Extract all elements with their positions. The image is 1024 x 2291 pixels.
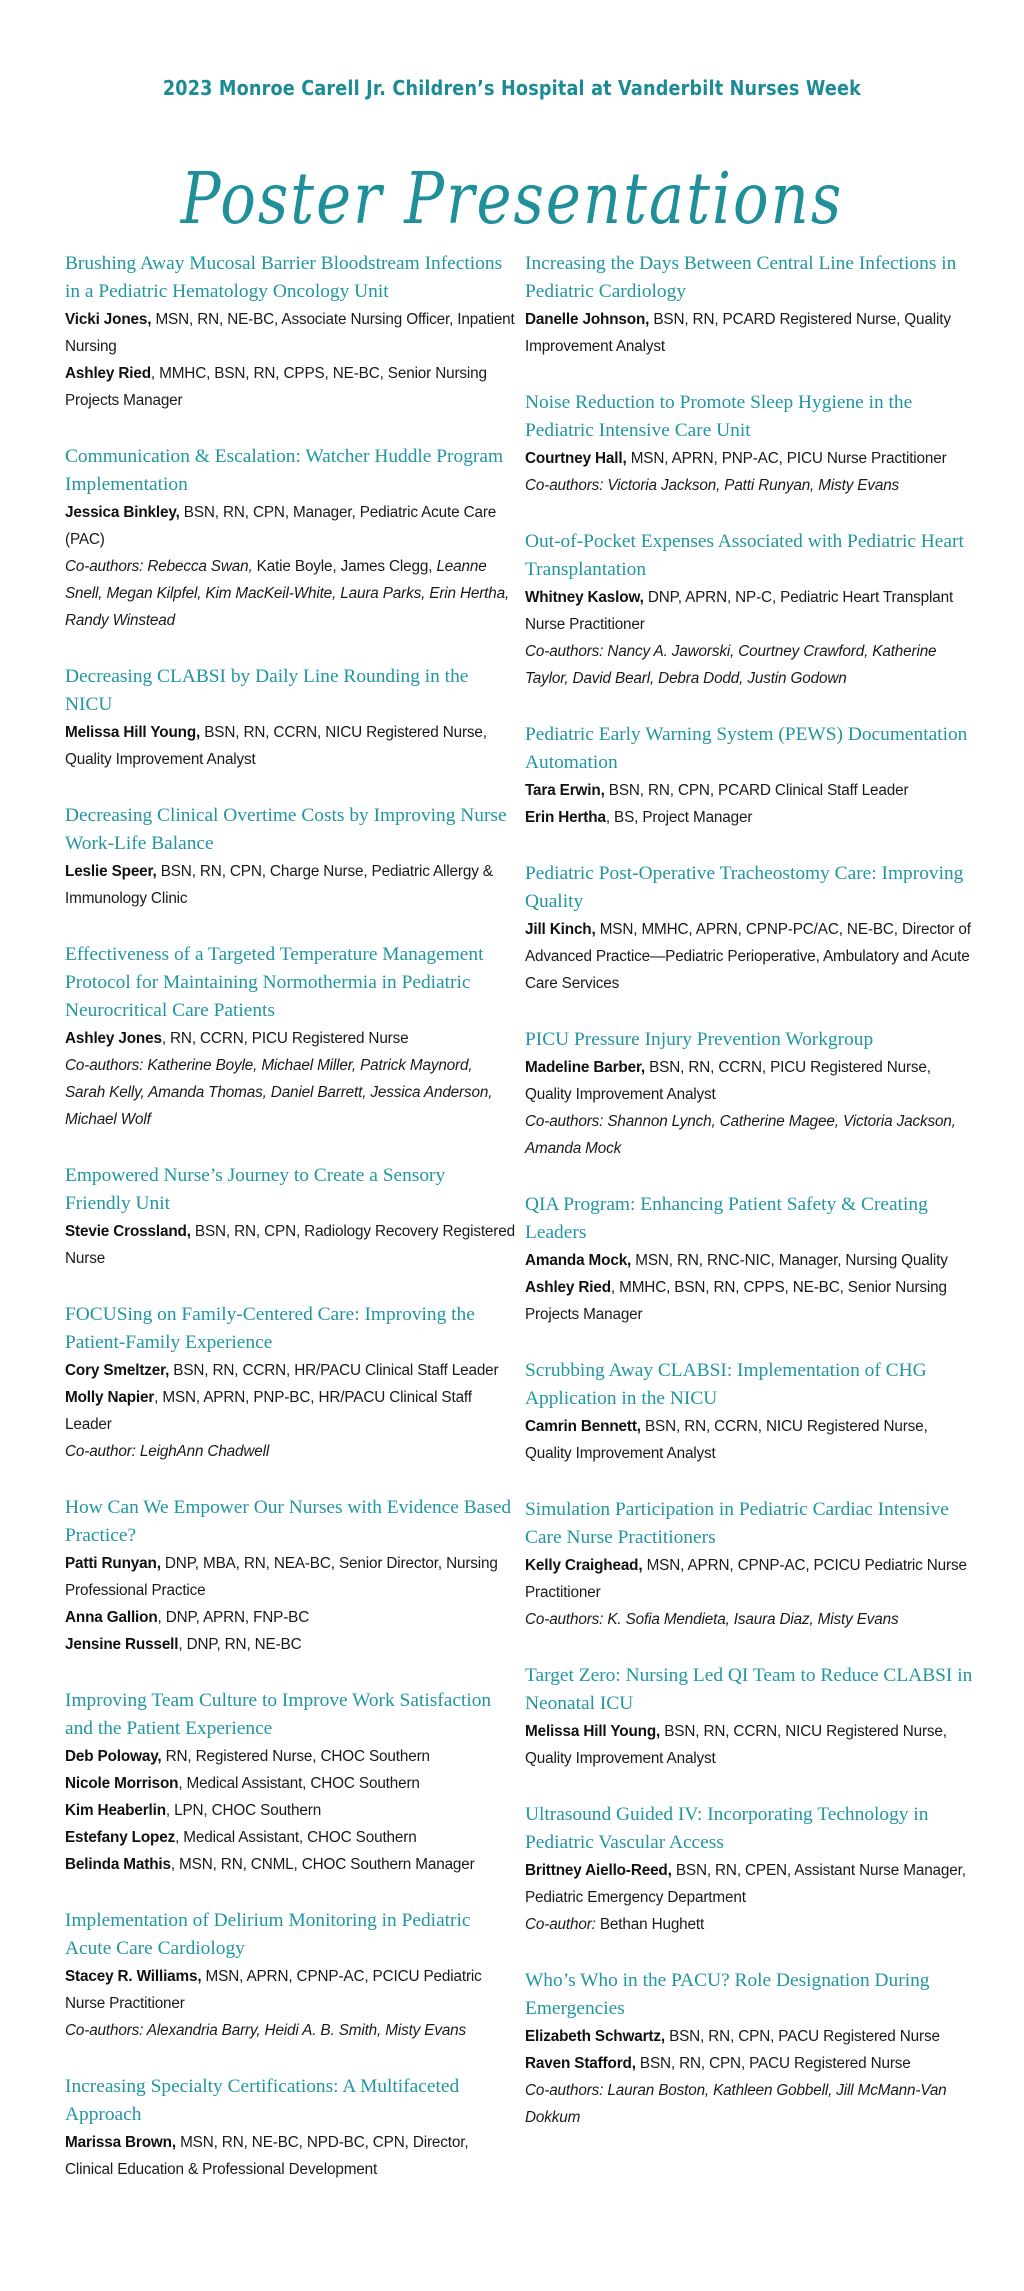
- author-name: Madeline Barber,: [525, 1059, 646, 1076]
- author-name: Marissa Brown,: [65, 2134, 176, 2151]
- poster-entry: [525, 1801, 975, 1938]
- author-line: [65, 2129, 515, 2183]
- author-details: , BS, Project Manager: [605, 809, 753, 826]
- author-details: , DNP, APRN, FNP-BC: [157, 1609, 310, 1626]
- poster-title: Ultrasound Guided IV: Incorporating Technology in Pediatric Vascular Access: [525, 1804, 929, 1853]
- author-line: [525, 584, 975, 638]
- author-details: MSN, APRN, CPNP-AC, PCICU Pediatric Nurse Practitioner: [65, 1968, 482, 2012]
- coauthors-line: [525, 472, 975, 499]
- author-line: [65, 1384, 515, 1438]
- author-line: [65, 1743, 515, 1770]
- poster-title: Effectiveness of a Targeted Temperature Management Protocol for Maintaining Normothermia in Pediatric Neurocritical Care Patients: [65, 944, 484, 1021]
- author-name: Ashley Ried: [65, 365, 151, 382]
- author-name: Vicki Jones,: [65, 311, 152, 328]
- poster-title: Target Zero: Nursing Led QI Team to Reduce CLABSI in Neonatal ICU: [525, 1665, 973, 1714]
- author-details: BSN, RN, CCRN, PICU Registered Nurse, Quality Improvement Analyst: [525, 1059, 931, 1103]
- author-details: , MMHC, BSN, RN, CPPS, NE-BC, Senior Nursing Projects Manager: [65, 365, 487, 409]
- author-details: , MMHC, BSN, RN, CPPS, NE-BC, Senior Nursing Projects Manager: [525, 1279, 947, 1323]
- author-name: Elizabeth Schwartz,: [525, 2028, 665, 2045]
- author-details: MSN, RN, RNC-NIC, Manager, Nursing Quality: [631, 1252, 948, 1269]
- poster-title: QIA Program: Enhancing Patient Safety & Creating Leaders: [525, 1194, 928, 1243]
- author-name: Belinda Mathis: [65, 1856, 171, 1873]
- author-details: BSN, RN, CPN, Charge Nurse, Pediatric Allergy & Immunology Clinic: [65, 863, 493, 907]
- author-line: [525, 445, 975, 472]
- event-title: 2023 Monroe Carell Jr. Children’s Hospital at Vanderbilt Nurses Week: [162, 76, 862, 100]
- coauthors-names: Co-authors: Alexandria Barry, Heidi A. B. Smith, Misty Evans: [65, 2022, 467, 2039]
- author-details: DNP, MBA, RN, NEA-BC, Senior Director, Nursing Professional Practice: [65, 1555, 498, 1599]
- coauthors-line: [525, 1606, 975, 1633]
- author-line: [65, 1631, 515, 1658]
- left-column: [65, 250, 515, 2212]
- author-details: , Medical Assistant, CHOC Southern: [178, 1775, 420, 1792]
- poster-title: Noise Reduction to Promote Sleep Hygiene in the Pediatric Intensive Care Unit: [525, 392, 913, 441]
- author-details: , DNP, RN, NE-BC: [178, 1636, 302, 1653]
- coauthors-line: [65, 2017, 515, 2044]
- author-details: MSN, RN, NE-BC, NPD-BC, CPN, Director, Clinical Education & Professional Development: [65, 2134, 469, 2178]
- author-name: Raven Stafford,: [525, 2055, 636, 2072]
- author-details: , MSN, APRN, PNP-BC, HR/PACU Clinical Staff Leader: [65, 1389, 472, 1433]
- coauthors-names: Co-authors: Shannon Lynch, Catherine Magee, Victoria Jackson, Amanda Mock: [525, 1113, 956, 1157]
- author-name: Jensine Russell: [65, 1636, 179, 1653]
- author-line: [65, 1824, 515, 1851]
- author-line: [525, 777, 975, 804]
- author-name: Melissa Hill Young,: [65, 724, 201, 741]
- page-title: Poster Presentations: [180, 156, 844, 240]
- poster-title: Simulation Participation in Pediatric Cardiac Intensive Care Nurse Practitioners: [525, 1499, 949, 1548]
- author-details: RN, Registered Nurse, CHOC Southern: [161, 1748, 430, 1765]
- author-name: Molly Napier: [65, 1389, 155, 1406]
- poster-title: FOCUSing on Family-Centered Care: Improving the Patient-Family Experience: [65, 1304, 475, 1353]
- author-line: [525, 1413, 975, 1467]
- poster-title: Pediatric Early Warning System (PEWS) Documentation Automation: [525, 724, 968, 773]
- coauthors-line: [65, 1052, 515, 1133]
- author-line: [525, 306, 975, 360]
- author-line: [65, 1550, 515, 1604]
- poster-entry: [525, 1191, 975, 1328]
- author-line: [65, 499, 515, 553]
- author-line: [525, 1718, 975, 1772]
- poster-entry: [525, 1026, 975, 1162]
- coauthors-label: Co-author:: [525, 1916, 596, 1933]
- author-name: Cory Smeltzer,: [65, 1362, 170, 1379]
- poster-title: Improving Team Culture to Improve Work Satisfaction and the Patient Experience: [65, 1690, 492, 1739]
- author-details: BSN, RN, CCRN, NICU Registered Nurse, Quality Improvement Analyst: [525, 1418, 928, 1462]
- poster-entry: [525, 1967, 975, 2131]
- poster-title: How Can We Empower Our Nurses with Evidence Based Practice?: [65, 1497, 512, 1546]
- author-details: BSN, RN, PCARD Registered Nurse, Quality Improvement Analyst: [525, 311, 951, 355]
- author-line: [65, 1770, 515, 1797]
- author-name: Kim Heaberlin: [65, 1802, 166, 1819]
- author-details: BSN, RN, CPEN, Assistant Nurse Manager, Pediatric Emergency Department: [525, 1862, 966, 1906]
- author-name: Courtney Hall,: [525, 450, 627, 467]
- author-name: Amanda Mock,: [525, 1252, 632, 1269]
- author-name: Erin Hertha: [525, 809, 606, 826]
- coauthors-names: Co-authors: Nancy A. Jaworski, Courtney Crawford, Katherine Taylor, David Bearl, Debra Dodd, Justin Godown: [525, 643, 937, 687]
- author-line: [525, 1247, 975, 1274]
- poster-title: Decreasing CLABSI by Daily Line Rounding in the NICU: [65, 666, 469, 715]
- author-details: BSN, RN, CPN, Manager, Pediatric Acute Care (PAC): [65, 504, 497, 548]
- author-line: [65, 1025, 515, 1052]
- author-name: Deb Poloway,: [65, 1748, 162, 1765]
- author-name: Stacey R. Williams,: [65, 1968, 202, 1985]
- coauthors-line: [525, 1911, 975, 1938]
- poster-entry: [525, 860, 975, 997]
- author-line: [65, 1218, 515, 1272]
- poster-entry: [525, 250, 975, 360]
- poster-title: Who’s Who in the PACU? Role Designation During Emergencies: [525, 1970, 930, 2019]
- author-name: Patti Runyan,: [65, 1555, 161, 1572]
- poster-title: Increasing Specialty Certifications: A Multifaceted Approach: [65, 2076, 460, 2125]
- coauthors-plain: Katie Boyle, James Clegg,: [256, 558, 437, 575]
- author-details: , RN, CCRN, PICU Registered Nurse: [161, 1030, 409, 1047]
- author-name: Ashley Jones: [65, 1030, 162, 1047]
- poster-title: Brushing Away Mucosal Barrier Bloodstream Infections in a Pediatric Hematology Oncology Unit: [65, 253, 503, 302]
- poster-title: Implementation of Delirium Monitoring in Pediatric Acute Care Cardiology: [65, 1910, 471, 1959]
- poster-entry: [65, 802, 515, 912]
- coauthors-names: Co-authors: Victoria Jackson, Patti Runyan, Misty Evans: [525, 477, 900, 494]
- author-name: Nicole Morrison: [65, 1775, 179, 1792]
- author-details: MSN, APRN, CPNP-AC, PCICU Pediatric Nurse Practitioner: [525, 1557, 967, 1601]
- author-name: Stevie Crossland,: [65, 1223, 191, 1240]
- author-line: [65, 306, 515, 360]
- poster-entry: [65, 1687, 515, 1878]
- author-name: Jill Kinch,: [525, 921, 596, 938]
- poster-entry: [65, 443, 515, 634]
- author-details: , Medical Assistant, CHOC Southern: [175, 1829, 417, 1846]
- author-name: Estefany Lopez: [65, 1829, 176, 1846]
- poster-entry: [525, 721, 975, 831]
- author-details: MSN, MMHC, APRN, CPNP-PC/AC, NE-BC, Director of Advanced Practice—Pediatric Perioperative, Ambulatory and Acute Care Services: [525, 921, 971, 992]
- author-details: MSN, APRN, PNP-AC, PICU Nurse Practitioner: [626, 450, 947, 467]
- author-line: [65, 1851, 515, 1878]
- poster-entry: [65, 1907, 515, 2044]
- coauthors-names: Co-authors: Katherine Boyle, Michael Miller, Patrick Maynord, Sarah Kelly, Amanda Thomas, Daniel Barrett, Jessica Anderson, Michael Wolf: [65, 1057, 493, 1128]
- poster-entry: [65, 2073, 515, 2183]
- poster-entry: [65, 663, 515, 773]
- coauthors-line: [65, 553, 515, 634]
- author-line: [525, 916, 975, 997]
- author-name: Leslie Speer,: [65, 863, 157, 880]
- author-details: , LPN, CHOC Southern: [165, 1802, 322, 1819]
- author-line: [65, 1797, 515, 1824]
- author-details: BSN, RN, CPN, PACU Registered Nurse: [635, 2055, 911, 2072]
- author-details: BSN, RN, CPN, PACU Registered Nurse: [664, 2028, 940, 2045]
- author-line: [525, 1857, 975, 1911]
- author-line: [65, 360, 515, 414]
- right-column: [525, 250, 975, 2160]
- author-line: [525, 1552, 975, 1606]
- poster-entry: [525, 528, 975, 692]
- author-details: DNP, APRN, NP-C, Pediatric Heart Transplant Nurse Practitioner: [525, 589, 954, 633]
- author-details: MSN, RN, NE-BC, Associate Nursing Officer, Inpatient Nursing: [65, 311, 515, 355]
- poster-title: Out-of-Pocket Expenses Associated with Pediatric Heart Transplantation: [525, 531, 964, 580]
- poster-title: Pediatric Post-Operative Tracheostomy Care: Improving Quality: [525, 863, 964, 912]
- author-name: Jessica Binkley,: [65, 504, 180, 521]
- author-name: Camrin Bennett,: [525, 1418, 641, 1435]
- coauthors-plain: Bethan Hughett: [595, 1916, 705, 1933]
- poster-entry: [525, 1662, 975, 1772]
- author-line: [525, 804, 975, 831]
- author-details: BSN, RN, CPN, PCARD Clinical Staff Leader: [604, 782, 909, 799]
- author-details: BSN, RN, CPN, Radiology Recovery Registered Nurse: [65, 1223, 515, 1267]
- poster-title: Decreasing Clinical Overtime Costs by Improving Nurse Work-Life Balance: [65, 805, 507, 854]
- author-line: [65, 1604, 515, 1631]
- author-line: [525, 2023, 975, 2050]
- author-line: [65, 858, 515, 912]
- coauthors-line: [525, 2077, 975, 2131]
- poster-entry: [525, 1496, 975, 1633]
- poster-entry: [65, 250, 515, 414]
- poster-title: Empowered Nurse’s Journey to Create a Sensory Friendly Unit: [65, 1165, 446, 1214]
- page-header: [0, 76, 1024, 100]
- author-name: Whitney Kaslow,: [525, 589, 644, 606]
- author-details: , MSN, RN, CNML, CHOC Southern Manager: [170, 1856, 475, 1873]
- author-details: BSN, RN, CCRN, HR/PACU Clinical Staff Leader: [169, 1362, 499, 1379]
- coauthors-line: [65, 1438, 515, 1465]
- coauthors-names: Co-author: LeighAnn Chadwell: [65, 1443, 270, 1460]
- author-details: BSN, RN, CCRN, NICU Registered Nurse, Quality Improvement Analyst: [525, 1723, 947, 1767]
- author-details: BSN, RN, CCRN, NICU Registered Nurse, Quality Improvement Analyst: [65, 724, 487, 768]
- author-name: Ashley Ried: [525, 1279, 611, 1296]
- coauthors-line: [525, 1108, 975, 1162]
- author-name: Brittney Aiello-Reed,: [525, 1862, 672, 1879]
- author-line: [65, 1963, 515, 2017]
- coauthors-line: [525, 638, 975, 692]
- coauthors-names: Co-authors: Lauran Boston, Kathleen Gobbell, Jill McMann-Van Dokkum: [525, 2082, 947, 2126]
- author-name: Melissa Hill Young,: [525, 1723, 661, 1740]
- author-name: Kelly Craighead,: [525, 1557, 643, 1574]
- author-name: Danelle Johnson,: [525, 311, 650, 328]
- poster-entry: [65, 1494, 515, 1658]
- author-line: [65, 1357, 515, 1384]
- author-line: [525, 2050, 975, 2077]
- poster-entry: [525, 1357, 975, 1467]
- poster-entry: [65, 1301, 515, 1465]
- poster-title: Communication & Escalation: Watcher Huddle Program Implementation: [65, 446, 504, 495]
- coauthors-names: Leanne Snell, Megan Kilpfel, Kim MacKeil-White, Laura Parks, Erin Hertha, Randy Winstead: [65, 558, 510, 629]
- author-line: [525, 1274, 975, 1328]
- author-name: Anna Gallion: [65, 1609, 158, 1626]
- coauthors-label: Co-authors: Rebecca Swan,: [65, 558, 257, 575]
- author-name: Tara Erwin,: [525, 782, 605, 799]
- poster-entry: [525, 389, 975, 499]
- coauthors-names: Co-authors: K. Sofia Mendieta, Isaura Diaz, Misty Evans: [525, 1611, 899, 1628]
- poster-title: Increasing the Days Between Central Line Infections in Pediatric Cardiology: [525, 253, 957, 302]
- author-line: [65, 719, 515, 773]
- poster-entry: [65, 1162, 515, 1272]
- poster-title: PICU Pressure Injury Prevention Workgroup: [525, 1029, 874, 1050]
- poster-title: Scrubbing Away CLABSI: Implementation of CHG Application in the NICU: [525, 1360, 927, 1409]
- author-line: [525, 1054, 975, 1108]
- poster-entry: [65, 941, 515, 1133]
